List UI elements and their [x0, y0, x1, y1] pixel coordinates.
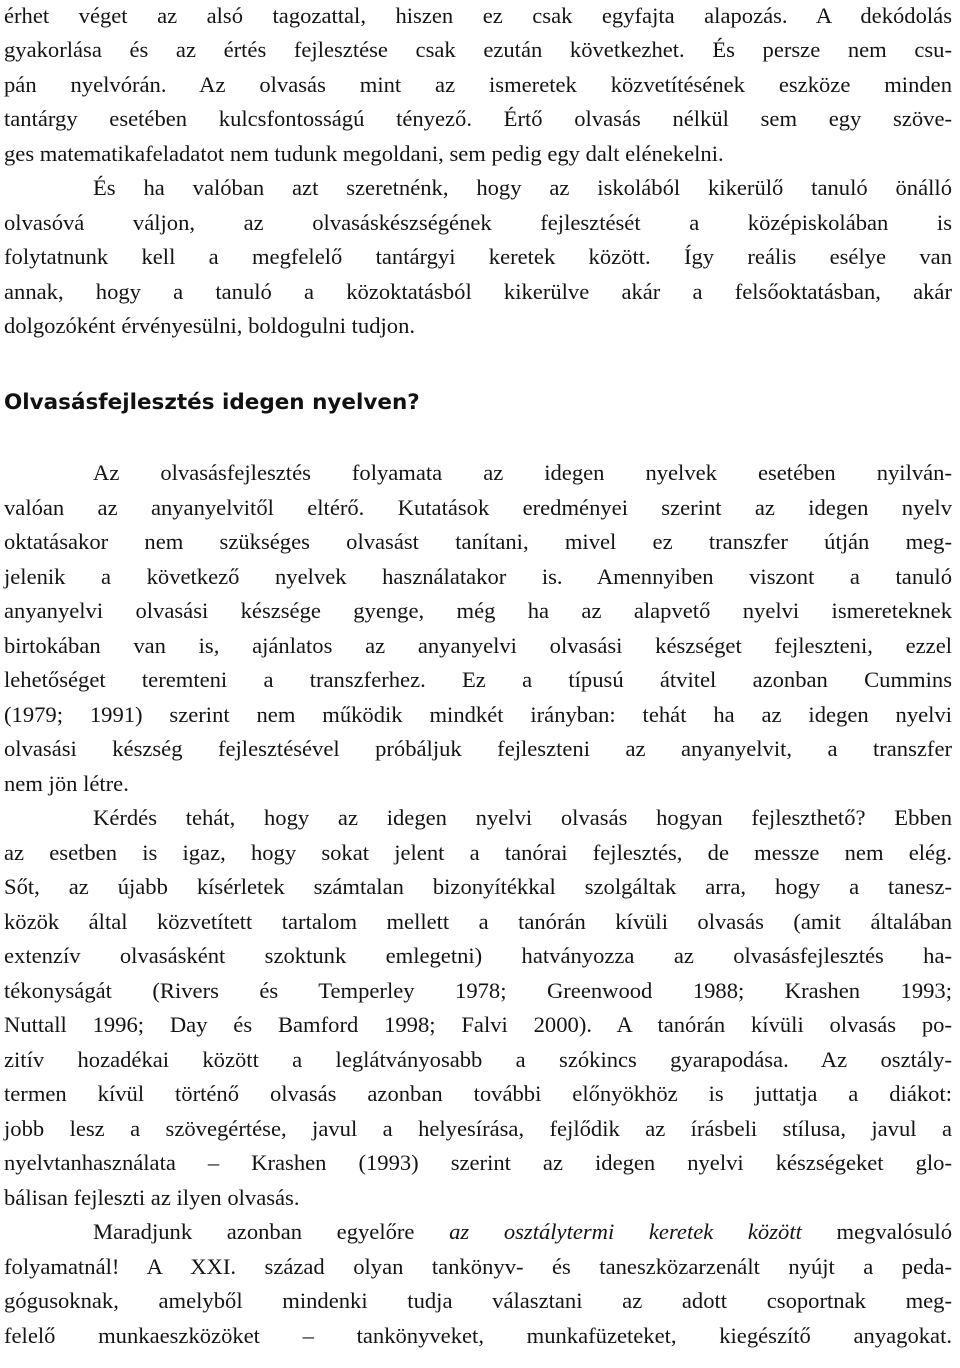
intro-line: pán nyelvórán. Az olvasás mint az ismeretek közvetítésének eszköze minden [4, 72, 952, 97]
paragraph-line: az esetben is igaz, hogy sokat jelent a tanórai fejlesztés, de messze nem elég. [4, 840, 952, 865]
paragraph-line: (1979; 1991) szerint nem működik mindkét irányban: tehát ha az idegen nyelvi [4, 702, 952, 727]
paragraph-line: jelenik a következő nyelvek használatakor is. Amennyiben viszont a tanuló [4, 564, 952, 589]
intro-line: ges matematikafeladatot nem tudunk megoldani, sem pedig egy dalt elénekelni. [4, 141, 724, 166]
paragraph-line: nyelvtanhasználata – Krashen (1993) szerint az idegen nyelvi készségeket glo- [4, 1150, 952, 1175]
section-heading: Olvasásfejlesztés idegen nyelven? [4, 390, 420, 415]
paragraph-line: közök által közvetített tartalom mellett a tanórán kívüli olvasás (amit általában [4, 909, 952, 934]
paragraph-line: Sőt, az újabb kísérletek számtalan bizonyítékkal szolgáltak arra, hogy a tanesz- [4, 874, 952, 899]
paragraph-text: Maradjunk azonban egyelőre [93, 1219, 450, 1244]
paragraph-line: Kérdés tehát, hogy az idegen nyelvi olvasás hogyan fejleszthető? Ebben [93, 805, 952, 830]
intro-line: olvasóvá váljon, az olvasáskészségének fejlesztését a középiskolában is [4, 210, 952, 235]
intro-line: annak, hogy a tanuló a közoktatásból kikerülve akár a felsőoktatásban, akár [4, 279, 952, 304]
paragraph-line: anyanyelvi olvasási készsége gyenge, még ha az alapvető nyelvi ismereteknek [4, 598, 952, 623]
paragraph-line: Nuttall 1996; Day és Bamford 1998; Falvi 2000). A tanórán kívüli olvasás po- [4, 1012, 952, 1037]
paragraph-line: Az olvasásfejlesztés folyamata az idegen nyelvek esetében nyilván- [93, 460, 952, 485]
intro-line: tantárgy esetében kulcsfontosságú tényező. Értő olvasás nélkül sem egy szöve- [4, 106, 952, 131]
paragraph-line: termen kívül történő olvasás azonban további előnyökhöz is juttatja a diákot: [4, 1081, 952, 1106]
intro-line: És ha valóban azt szeretnénk, hogy az iskolából kikerülő tanuló önálló [93, 175, 952, 200]
paragraph-line: lehetőséget teremteni a transzferhez. Ez a típusú átvitel azonban Cummins [4, 667, 952, 692]
intro-line: gyakorlása és az értés fejlesztése csak ezután következhet. És persze nem csu- [4, 37, 952, 62]
paragraph-line: jobb lesz a szövegértése, javul a helyesírása, fejlődik az írásbeli stílusa, javul a [4, 1116, 952, 1141]
paragraph-line: tékonyságát (Rivers és Temperley 1978; Greenwood 1988; Krashen 1993; [4, 978, 952, 1003]
paragraph-line: zitív hozadékai között a leglátványosabb a szókincs gyarapodása. Az osztály- [4, 1047, 952, 1072]
intro-line: érhet véget az alsó tagozattal, hiszen ez csak egyfajta alapozás. A dekódolás [4, 3, 952, 28]
paragraph-line: olvasási készség fejlesztésével próbáljuk fejleszteni az anyanyelvit, a transzfer [4, 736, 952, 761]
intro-line: dolgozóként érvényesülni, boldogulni tudjon. [4, 313, 416, 338]
paragraph-line: valóan az anyanyelvitől eltérő. Kutatások eredményei szerint az idegen nyelv [4, 495, 952, 520]
paragraph-line: bálisan fejleszti az ilyen olvasás. [4, 1185, 300, 1210]
paragraph-text: megvalósuló [801, 1219, 952, 1244]
paragraph-line: birtokában van is, ajánlatos az anyanyelvi olvasási készséget fejleszteni, ezzel [4, 633, 952, 658]
paragraph-line: oktatásakor nem szükséges olvasást tanítani, mivel ez transzfer útján meg- [4, 529, 952, 554]
paragraph-line: gógusoknak, amelyből mindenki tudja választani az adott csoportnak meg- [4, 1288, 952, 1313]
paragraph-line: folyamatnál! A XXI. század olyan tankönyv- és taneszközarzenált nyújt a peda- [4, 1254, 952, 1279]
paragraph-line [93, 1214, 952, 1249]
paragraph-line: felelő munkaeszközöket – tankönyveket, munkafüzeteket, kiegészítő anyagokat. [4, 1323, 952, 1348]
paragraph-line: extenzív olvasásként szoktunk emlegetni) hatványozza az olvasásfejlesztés ha- [4, 943, 952, 968]
intro-line: folytatnunk kell a megfelelő tantárgyi keretek között. Így reális esélye van [4, 244, 952, 269]
paragraph-line: nem jön létre. [4, 771, 129, 796]
emphasized-text: az osztálytermi keretek között [449, 1219, 802, 1244]
